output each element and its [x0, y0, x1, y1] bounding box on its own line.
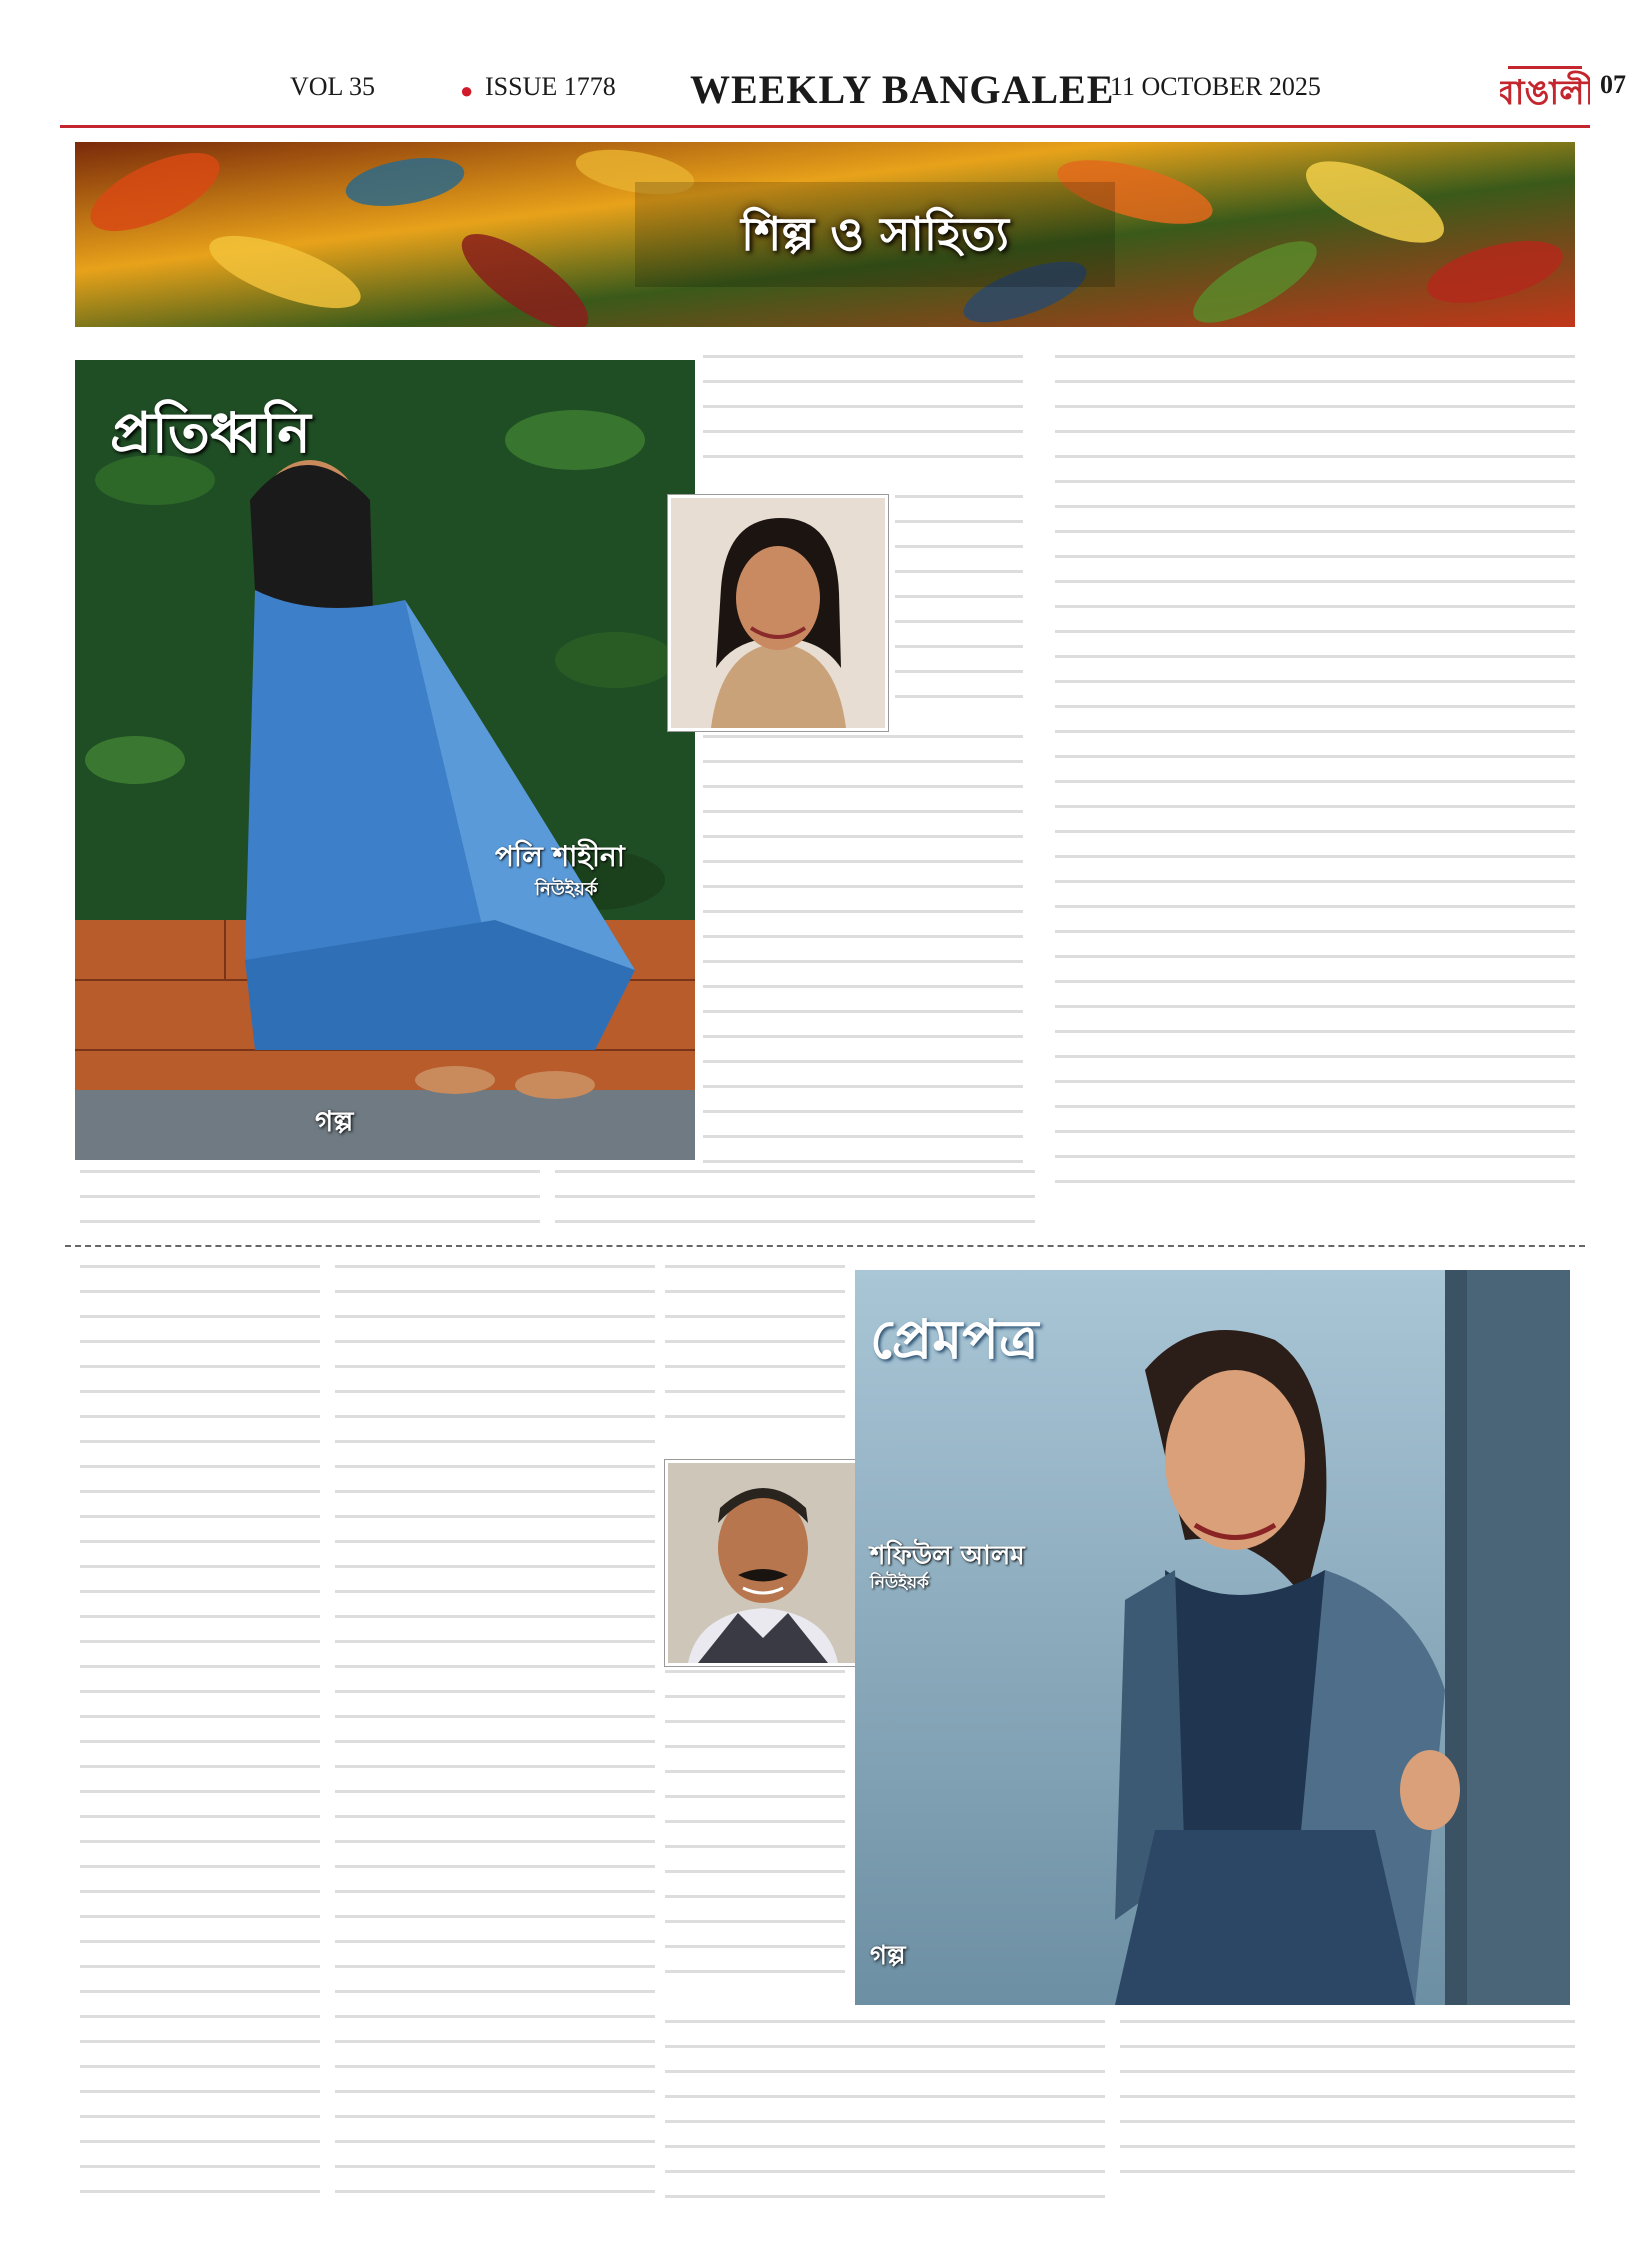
volume-label: VOL 35 [290, 72, 375, 101]
story2-author: শফিউল আলম [870, 1541, 1025, 1571]
story2-illustration [855, 1270, 1570, 2005]
story1-column-1-bottom [703, 735, 1023, 1175]
story1-footer-text-b [555, 1170, 1035, 1235]
author1-photo [668, 495, 888, 731]
story1-city: নিউইয়র্ক [535, 879, 598, 900]
issue-date: 11 OCTOBER 2025 [1110, 72, 1321, 101]
story1-author: পলি শাহীনা [495, 840, 625, 873]
masthead-rule [60, 125, 1590, 128]
story2-column-3-top [665, 1265, 845, 1450]
story2-genre: গল্প [870, 1941, 906, 1971]
section-banner [75, 142, 1575, 327]
page-number: 07 [1600, 70, 1626, 99]
story1-footer-text-a [80, 1170, 540, 1235]
story2-column-2 [335, 1265, 655, 2235]
issue-label: ISSUE 1778 [485, 72, 616, 101]
masthead [60, 60, 1626, 130]
story1-column-1-top [703, 355, 1023, 485]
paper-name: WEEKLY BANGALEE [690, 67, 1115, 112]
story2-footer-text-a [665, 2020, 1105, 2235]
section-title: শিল্প ও সাহিত্য [740, 207, 1009, 261]
story2-city: নিউইয়র্ক [870, 1573, 930, 1593]
story2-footer-text-b [1120, 2020, 1575, 2205]
story2-column-3-bottom [665, 1670, 845, 2010]
paper-logo [1500, 60, 1590, 120]
separator-dot-icon: ● [460, 78, 474, 103]
story1-genre: গল্প [315, 1105, 354, 1138]
author2-photo [665, 1460, 861, 1666]
logo-wordmark: বাঙালী [1500, 73, 1590, 113]
story2-title: প্রেমপত্র [870, 1308, 1039, 1371]
story2-column-1 [80, 1265, 320, 2235]
story1-column-1-wrap [895, 495, 1023, 725]
story1-title: প্রতিধ্বনি [110, 401, 311, 466]
story1-column-2 [1055, 355, 1575, 1205]
story-divider [65, 1245, 1585, 1247]
story1-illustration [75, 360, 695, 1160]
